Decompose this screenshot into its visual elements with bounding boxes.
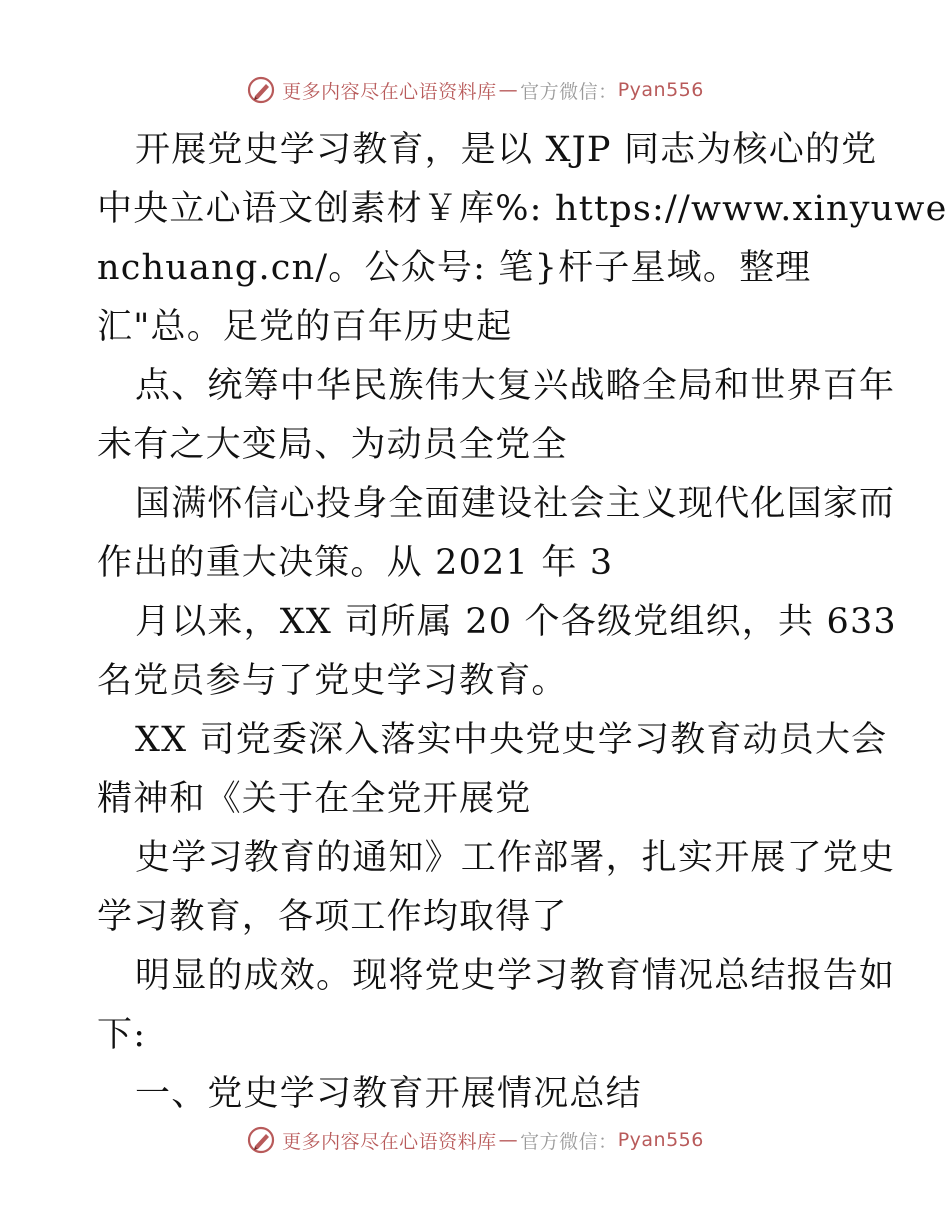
watermark-wechat-label: 官方微信：: [520, 1130, 618, 1153]
text-line: XX 司党委深入落实中央党史学习教育动员大会: [135, 720, 888, 760]
text-line: 学习教育，各项工作均取得了: [97, 897, 568, 937]
watermark-dash: —: [498, 79, 519, 101]
footer-watermark: [0, 1120, 950, 1160]
text-line: 月以来，XX 司所属 20 个各级党组织，共 633: [135, 602, 897, 642]
watermark-wechat-label: 官方微信：: [520, 80, 618, 103]
text-line: 下:: [97, 1015, 147, 1055]
watermark-dash: —: [498, 1129, 519, 1151]
text-line: 点、统筹中华民族伟大复兴战略全局和世界百年: [135, 366, 896, 406]
text-line: 中央立心语文创素材￥库%: https://www.xinyuwe: [97, 189, 948, 229]
header-watermark: [0, 70, 950, 110]
text-line: 国满怀信心投身全面建设社会主义现代化国家而: [135, 484, 896, 524]
watermark-site-text: 更多内容尽在心语资料库: [282, 80, 497, 103]
section-heading: 一、党史学习教育开展情况总结: [135, 1074, 642, 1114]
text-line: 名党员参与了党史学习教育。: [97, 661, 568, 701]
text-line: 作出的重大决策。从 2021 年 3: [97, 543, 614, 583]
document-body: [97, 121, 948, 1124]
text-line: 史学习教育的通知》工作部署，扎实开展了党史: [135, 838, 896, 878]
text-line: 明显的成效。现将党史学习教育情况总结报告如: [135, 956, 896, 996]
text-line: nchuang.cn/。公众号: 笔}杆子星域。整理: [97, 248, 812, 288]
watermark-site-text: 更多内容尽在心语资料库: [282, 1130, 497, 1153]
watermark-account: Pyan556: [617, 1129, 704, 1151]
text-line: 开展党史学习教育，是以 XJP 同志为核心的党: [135, 130, 878, 170]
text-line: 未有之大变局、为动员全党全: [97, 425, 568, 465]
text-line: 精神和《关于在全党开展党: [97, 779, 532, 819]
pen-logo-icon: [246, 1125, 276, 1155]
watermark-account: Pyan556: [617, 79, 704, 101]
text-line: 汇"总。足党的百年历史起: [97, 307, 513, 347]
pen-logo-icon: [246, 75, 276, 105]
